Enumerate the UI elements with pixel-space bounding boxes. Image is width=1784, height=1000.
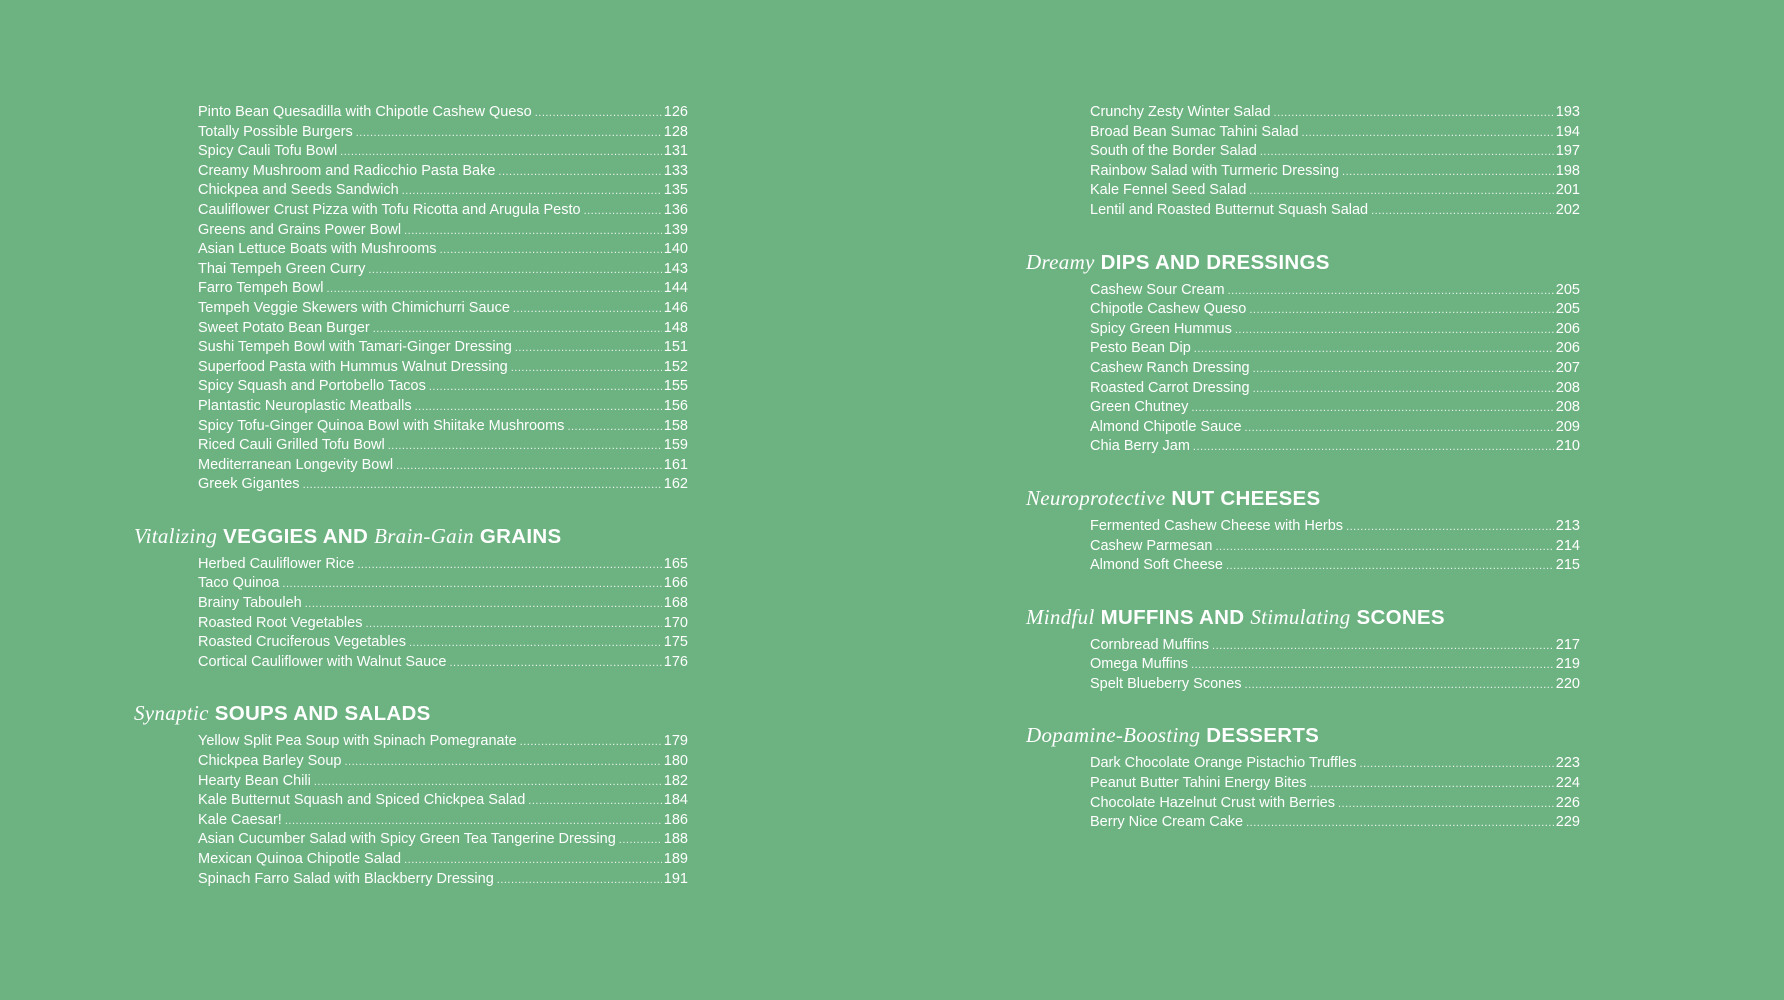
dot-leader xyxy=(1246,814,1554,834)
toc-entry xyxy=(198,299,688,319)
entry-page-number: 189 xyxy=(663,851,688,867)
dot-leader xyxy=(368,261,661,281)
toc-entry xyxy=(198,260,688,280)
entry-page-number: 208 xyxy=(1555,399,1580,416)
entry-title: Mediterranean Longevity Bowl xyxy=(198,456,394,473)
section-heading xyxy=(134,698,688,732)
entry-page-number: 197 xyxy=(1555,143,1580,160)
entry-page-number: 220 xyxy=(1555,675,1580,692)
entry-title: Omega Muffins xyxy=(1090,656,1189,673)
entry-page-number: 144 xyxy=(663,280,688,297)
entry-page-number: 194 xyxy=(1555,123,1580,140)
entry-title: Spicy Squash and Portobello Tacos xyxy=(198,378,426,395)
entry-title: Farro Tempeh Bowl xyxy=(198,280,324,297)
toc-entry xyxy=(1090,181,1580,201)
toc-list xyxy=(198,732,688,889)
dot-leader xyxy=(340,143,662,163)
entry-title: Crunchy Zesty Winter Salad xyxy=(1090,104,1271,120)
dot-leader xyxy=(619,831,662,851)
entry-title: South of the Border Salad xyxy=(1090,143,1257,160)
entry-page-number: 165 xyxy=(663,555,688,572)
entry-page-number: 135 xyxy=(663,182,688,199)
dot-leader xyxy=(1371,202,1554,222)
toc-entry xyxy=(198,732,688,752)
heading-caps: GRAINS xyxy=(479,524,562,548)
toc-section-soups xyxy=(134,698,688,889)
toc-entry xyxy=(1090,537,1580,557)
heading-caps: SCONES xyxy=(1356,605,1445,629)
dot-leader xyxy=(449,654,661,674)
entry-title: Pesto Bean Dip xyxy=(1090,340,1191,357)
toc-entry xyxy=(198,201,688,221)
toc-entry xyxy=(1090,300,1580,320)
entry-title: Herbed Cauliflower Rice xyxy=(198,555,355,572)
entry-title: Spinach Farro Salad with Blackberry Dressing xyxy=(198,870,494,887)
dot-leader xyxy=(584,202,662,222)
toc-entry xyxy=(1090,398,1580,418)
entry-title: Superfood Pasta with Hummus Walnut Dressing xyxy=(198,358,508,375)
entry-title: Asian Cucumber Salad with Spicy Green Tea Tangerine Dressing xyxy=(198,831,616,848)
entry-page-number: 207 xyxy=(1555,359,1580,376)
entry-title: Chipotle Cashew Queso xyxy=(1090,301,1247,318)
entry-page-number: 184 xyxy=(663,792,688,809)
toc-entry xyxy=(198,279,688,299)
toc-entry xyxy=(1090,418,1580,438)
section-heading xyxy=(1026,602,1580,636)
entry-page-number: 202 xyxy=(1555,201,1580,218)
entry-title: Roasted Root Vegetables xyxy=(198,614,363,631)
toc-entry xyxy=(198,456,688,476)
entry-title: Greek Gigantes xyxy=(198,476,300,493)
toc-entry xyxy=(198,870,688,890)
toc-entry xyxy=(198,181,688,201)
entry-page-number: 166 xyxy=(663,575,688,592)
entry-page-number: 131 xyxy=(663,143,688,160)
dot-leader xyxy=(326,280,661,300)
entry-title: Creamy Mushroom and Radicchio Pasta Bake xyxy=(198,162,496,179)
entry-title: Chia Berry Jam xyxy=(1090,438,1190,455)
dot-leader xyxy=(1191,656,1554,676)
heading-caps: DESSERTS xyxy=(1206,724,1320,748)
entry-page-number: 208 xyxy=(1555,379,1580,396)
toc-entry xyxy=(1090,379,1580,399)
heading-italic: Neuroprotective xyxy=(1026,485,1166,510)
entry-page-number: 223 xyxy=(1555,755,1580,772)
entry-page-number: 143 xyxy=(663,260,688,277)
entry-page-number: 128 xyxy=(663,123,688,140)
toc-entry xyxy=(1090,103,1580,123)
toc-entry xyxy=(198,142,688,162)
entry-title: Spicy Cauli Tofu Bowl xyxy=(198,143,338,160)
dot-leader xyxy=(1226,557,1554,577)
dot-leader xyxy=(409,634,662,654)
entry-title: Almond Soft Cheese xyxy=(1090,557,1223,574)
dot-leader xyxy=(513,300,662,320)
dot-leader xyxy=(567,418,661,438)
toc-entry xyxy=(198,811,688,831)
right-column xyxy=(1026,103,1580,833)
entry-page-number: 159 xyxy=(663,437,688,454)
entry-title: Kale Butternut Squash and Spiced Chickpea Salad xyxy=(198,792,526,809)
entry-title: Taco Quinoa xyxy=(198,575,280,592)
entry-page-number: 217 xyxy=(1555,636,1580,653)
dot-leader xyxy=(440,241,662,261)
entry-title: Tempeh Veggie Skewers with Chimichurri Sauce xyxy=(198,299,510,316)
entry-title: Spelt Blueberry Scones xyxy=(1090,675,1242,692)
dot-leader xyxy=(1249,182,1553,202)
dot-leader xyxy=(498,163,661,183)
heading-italic: Mindful xyxy=(1026,604,1095,629)
toc-entry xyxy=(1090,813,1580,833)
toc-entry xyxy=(198,614,688,634)
dot-leader xyxy=(1338,795,1554,815)
dot-leader xyxy=(285,812,662,832)
toc-entry xyxy=(198,791,688,811)
toc-entry xyxy=(198,397,688,417)
entry-title: Broad Bean Sumac Tahini Salad xyxy=(1090,123,1299,140)
entry-title: Chickpea and Seeds Sandwich xyxy=(198,182,399,199)
entry-page-number: 182 xyxy=(663,772,688,789)
dot-leader xyxy=(1260,143,1554,163)
entry-title: Roasted Cruciferous Vegetables xyxy=(198,634,406,651)
entry-title: Chocolate Hazelnut Crust with Berries xyxy=(1090,794,1335,811)
toc-entry xyxy=(198,594,688,614)
dot-leader xyxy=(1253,380,1554,400)
toc-entry xyxy=(1090,655,1580,675)
entry-title: Fermented Cashew Cheese with Herbs xyxy=(1090,517,1344,534)
dot-leader xyxy=(356,124,662,144)
dot-leader xyxy=(1212,637,1554,657)
heading-caps: NUT CHEESES xyxy=(1171,486,1321,510)
entry-page-number: 214 xyxy=(1555,537,1580,554)
toc-entry xyxy=(1090,339,1580,359)
dot-leader xyxy=(305,595,662,615)
entry-page-number: 168 xyxy=(663,595,688,612)
entry-title: Almond Chipotle Sauce xyxy=(1090,418,1242,435)
dot-leader xyxy=(1228,282,1554,302)
toc-entry xyxy=(198,752,688,772)
heading-italic: Stimulating xyxy=(1250,604,1351,629)
toc-list xyxy=(1090,636,1580,695)
entry-title: Roasted Carrot Dressing xyxy=(1090,379,1250,396)
entry-title: Kale Caesar! xyxy=(198,811,282,828)
entry-title: Cashew Ranch Dressing xyxy=(1090,359,1250,376)
entry-page-number: 205 xyxy=(1555,281,1580,298)
toc-section-veggies xyxy=(134,521,688,673)
toc-entry xyxy=(198,240,688,260)
heading-italic: Dopamine-Boosting xyxy=(1026,723,1201,748)
heading-italic: Dreamy xyxy=(1026,249,1095,274)
dot-leader xyxy=(1235,321,1554,341)
dot-leader xyxy=(282,575,661,595)
entry-page-number: 126 xyxy=(663,104,688,120)
toc-entry xyxy=(198,358,688,378)
entry-page-number: 229 xyxy=(1555,814,1580,831)
dot-leader xyxy=(396,457,662,477)
toc-list xyxy=(198,555,688,673)
entry-page-number: 133 xyxy=(663,162,688,179)
entry-page-number: 162 xyxy=(663,476,688,493)
entry-page-number: 224 xyxy=(1555,775,1580,792)
dot-leader xyxy=(515,339,662,359)
entry-title: Chickpea Barley Soup xyxy=(198,753,342,770)
toc-entry xyxy=(1090,556,1580,576)
entry-page-number: 139 xyxy=(663,221,688,238)
toc-entry xyxy=(1090,774,1580,794)
dot-leader xyxy=(1191,399,1553,419)
toc-entry xyxy=(198,162,688,182)
toc-entry xyxy=(1090,517,1580,537)
entry-title: Rainbow Salad with Turmeric Dressing xyxy=(1090,162,1340,179)
entry-page-number: 219 xyxy=(1555,656,1580,673)
entry-title: Cashew Parmesan xyxy=(1090,537,1213,554)
toc-entry xyxy=(1090,142,1580,162)
entry-title: Spicy Green Hummus xyxy=(1090,320,1232,337)
entry-title: Sushi Tempeh Bowl with Tamari-Ginger Dressing xyxy=(198,339,512,356)
entry-title: Yellow Split Pea Soup with Spinach Pomegranate xyxy=(198,733,517,750)
entry-page-number: 201 xyxy=(1555,182,1580,199)
dot-leader xyxy=(415,398,662,418)
dot-leader xyxy=(1216,538,1554,558)
entry-title: Kale Fennel Seed Salad xyxy=(1090,182,1247,199)
left-column xyxy=(134,103,688,889)
dot-leader xyxy=(1193,438,1554,458)
entry-title: Peanut Butter Tahini Energy Bites xyxy=(1090,775,1307,792)
dot-leader xyxy=(1342,163,1554,183)
entry-title: Totally Possible Burgers xyxy=(198,123,353,140)
entry-title: Thai Tempeh Green Curry xyxy=(198,260,366,277)
entry-title: Sweet Potato Bean Burger xyxy=(198,319,370,336)
toc-entry xyxy=(198,555,688,575)
entry-page-number: 136 xyxy=(663,201,688,218)
entry-page-number: 215 xyxy=(1555,557,1580,574)
dot-leader xyxy=(344,753,661,773)
entry-title: Cortical Cauliflower with Walnut Sauce xyxy=(198,653,447,670)
heading-italic: Synaptic xyxy=(134,701,209,726)
entry-title: Hearty Bean Chili xyxy=(198,772,311,789)
entry-page-number: 155 xyxy=(663,378,688,395)
entry-page-number: 175 xyxy=(663,634,688,651)
toc-section-muffins xyxy=(1026,602,1580,695)
entry-title: Berry Nice Cream Cake xyxy=(1090,814,1244,831)
entry-page-number: 209 xyxy=(1555,418,1580,435)
toc-entry xyxy=(1090,675,1580,695)
entry-page-number: 210 xyxy=(1555,438,1580,455)
toc-entry xyxy=(1090,754,1580,774)
toc-entry xyxy=(1090,123,1580,143)
dot-leader xyxy=(365,615,661,635)
toc-entry xyxy=(198,377,688,397)
toc-entry xyxy=(198,574,688,594)
entry-title: Green Chutney xyxy=(1090,399,1189,416)
dot-leader xyxy=(404,222,662,242)
entry-page-number: 152 xyxy=(663,358,688,375)
entry-page-number: 140 xyxy=(663,241,688,258)
entry-title: Spicy Tofu-Ginger Quinoa Bowl with Shiitake Mushrooms xyxy=(198,417,565,434)
entry-page-number: 176 xyxy=(663,653,688,670)
entry-page-number: 198 xyxy=(1555,162,1580,179)
entry-page-number: 226 xyxy=(1555,794,1580,811)
dot-leader xyxy=(314,773,662,793)
toc-list xyxy=(1090,103,1580,221)
toc-entry xyxy=(1090,281,1580,301)
heading-caps: VEGGIES AND xyxy=(223,524,369,548)
toc-entry xyxy=(198,221,688,241)
entry-page-number: 170 xyxy=(663,614,688,631)
entry-page-number: 180 xyxy=(663,753,688,770)
toc-entry xyxy=(198,436,688,456)
dot-leader xyxy=(373,320,662,340)
toc-entry xyxy=(198,475,688,495)
dot-leader xyxy=(388,437,662,457)
dot-leader xyxy=(1194,340,1554,360)
dot-leader xyxy=(1360,755,1554,775)
entry-title: Riced Cauli Grilled Tofu Bowl xyxy=(198,437,385,454)
dot-leader xyxy=(1302,124,1554,144)
section-heading xyxy=(1026,720,1580,754)
toc-entry xyxy=(198,772,688,792)
dot-leader xyxy=(535,104,662,124)
toc-entry xyxy=(198,123,688,143)
toc-entry xyxy=(1090,162,1580,182)
entry-title: Lentil and Roasted Butternut Squash Salad xyxy=(1090,201,1369,218)
entry-page-number: 206 xyxy=(1555,320,1580,337)
entry-title: Mexican Quinoa Chipotle Salad xyxy=(198,851,402,867)
heading-italic: Vitalizing xyxy=(134,523,218,548)
dot-leader xyxy=(1346,518,1554,538)
dot-leader xyxy=(1245,676,1554,696)
dot-leader xyxy=(1310,775,1554,795)
entry-title: Brainy Tabouleh xyxy=(198,595,302,612)
entry-title: Plantastic Neuroplastic Meatballs xyxy=(198,397,412,414)
toc-entry xyxy=(198,653,688,673)
heading-caps: MUFFINS AND xyxy=(1100,605,1245,629)
section-heading xyxy=(134,521,688,555)
toc-entry xyxy=(1090,437,1580,457)
dot-leader xyxy=(1274,104,1554,124)
entry-title: Dark Chocolate Orange Pistachio Truffles xyxy=(1090,755,1357,772)
toc-section-dips xyxy=(1026,247,1580,457)
toc-entry xyxy=(198,830,688,850)
dot-leader xyxy=(402,182,662,202)
entry-page-number: 186 xyxy=(663,811,688,828)
heading-caps: SOUPS AND SALADS xyxy=(214,702,431,726)
entry-page-number: 191 xyxy=(663,870,688,887)
entry-title: Cornbread Muffins xyxy=(1090,636,1210,653)
section-heading xyxy=(1026,247,1580,281)
toc-section-cheeses xyxy=(1026,483,1580,576)
entry-title: Cauliflower Crust Pizza with Tofu Ricotta and Arugula Pesto xyxy=(198,201,581,218)
toc-section-desserts xyxy=(1026,720,1580,832)
entry-page-number: 188 xyxy=(663,831,688,848)
toc-entry xyxy=(198,338,688,358)
entry-page-number: 156 xyxy=(663,397,688,414)
entry-title: Pinto Bean Quesadilla with Chipotle Cashew Queso xyxy=(198,104,532,120)
toc-list xyxy=(198,103,688,495)
toc-list xyxy=(1090,281,1580,457)
section-heading xyxy=(1026,483,1580,517)
dot-leader xyxy=(520,733,662,753)
entry-page-number: 161 xyxy=(663,456,688,473)
entry-page-number: 205 xyxy=(1555,301,1580,318)
toc-entry xyxy=(198,103,688,123)
toc-entry xyxy=(198,417,688,437)
entry-page-number: 213 xyxy=(1555,517,1580,534)
toc-entry xyxy=(198,850,688,870)
entry-page-number: 146 xyxy=(663,299,688,316)
toc-entry xyxy=(1090,794,1580,814)
toc-entry xyxy=(198,633,688,653)
entry-title: Greens and Grains Power Bowl xyxy=(198,221,402,238)
entry-page-number: 151 xyxy=(663,339,688,356)
heading-italic: Brain-Gain xyxy=(374,523,474,548)
entry-title: Asian Lettuce Boats with Mushrooms xyxy=(198,241,437,258)
dot-leader xyxy=(357,556,661,576)
entry-title: Cashew Sour Cream xyxy=(1090,281,1225,298)
entry-page-number: 148 xyxy=(663,319,688,336)
dot-leader xyxy=(1253,360,1554,380)
entry-page-number: 179 xyxy=(663,733,688,750)
dot-leader xyxy=(511,359,662,379)
toc-list xyxy=(1090,517,1580,576)
toc-entry xyxy=(1090,201,1580,221)
entry-page-number: 193 xyxy=(1555,104,1580,120)
dot-leader xyxy=(429,378,662,398)
entry-page-number: 206 xyxy=(1555,340,1580,357)
dot-leader xyxy=(528,792,662,812)
heading-caps: DIPS AND DRESSINGS xyxy=(1100,250,1330,274)
dot-leader xyxy=(404,851,662,871)
dot-leader xyxy=(497,871,662,891)
toc-entry xyxy=(1090,636,1580,656)
entry-page-number: 158 xyxy=(663,417,688,434)
toc-entry xyxy=(198,319,688,339)
dot-leader xyxy=(303,476,662,496)
toc-list xyxy=(1090,754,1580,832)
dot-leader xyxy=(1245,419,1554,439)
toc-entry xyxy=(1090,359,1580,379)
dot-leader xyxy=(1249,301,1553,321)
toc-entry xyxy=(1090,320,1580,340)
